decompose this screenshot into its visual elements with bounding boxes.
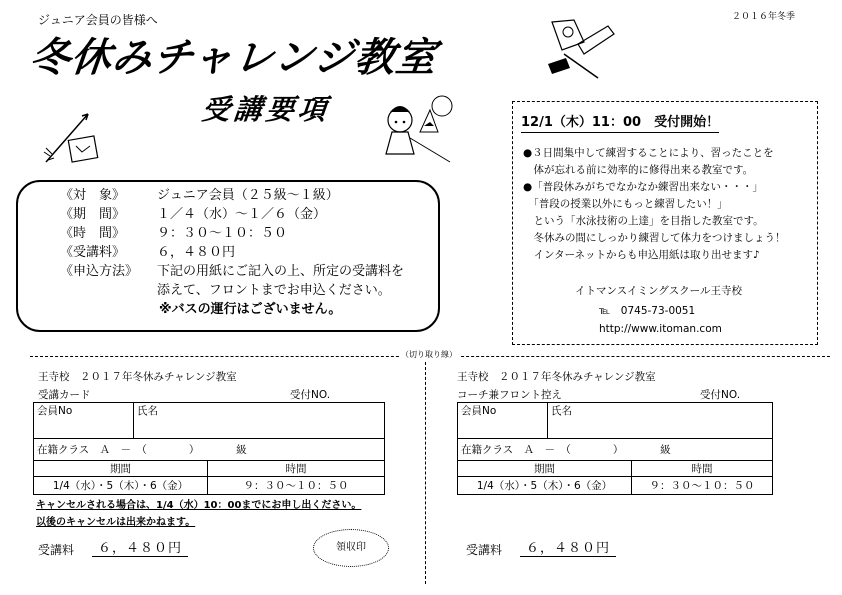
notice-line: インターネットからも申込用紙は取り出せます♪ xyxy=(523,249,760,261)
form-left-fee-label: 受講料 xyxy=(38,543,75,557)
form-left-school-line: 王寺校 ２０１７年冬休みチャレンジ教室 xyxy=(38,371,237,383)
member-no-label: 会員No xyxy=(37,405,73,417)
notice-line: ●３日間集中して練習することにより、習ったことを xyxy=(523,147,774,159)
school-url: http://www.itoman.com xyxy=(599,323,722,335)
detail-value-fee: ６，４８０円 xyxy=(157,245,236,260)
form-right-member-no-cell[interactable] xyxy=(458,403,548,439)
period-value: 1/4（水）・5（木）・6（金） xyxy=(458,477,632,495)
notice-headline: 12/1（木）11：00 受付開始！ xyxy=(521,116,719,133)
detail-label-fee: 《受講料》 xyxy=(60,245,126,260)
notice-line: という「水泳技術の上達」を目指した教室です。 xyxy=(523,215,764,227)
header-season: ２０１６年冬季 xyxy=(732,12,796,22)
form-left-reception-no: 受付NO. xyxy=(290,389,331,401)
form-right-school-line: 王寺校 ２０１７年冬休みチャレンジ教室 xyxy=(457,371,656,383)
time-value: ９：３０～１０：５０ xyxy=(208,477,385,495)
hagoita-icon xyxy=(538,14,618,84)
form-left-member-no-cell[interactable] xyxy=(34,403,134,439)
notice-line: 「普段の授業以外にもっと練習したい！」 xyxy=(523,198,728,210)
detail-label-time: 《時 間》 xyxy=(60,226,126,241)
detail-label-period: 《期 間》 xyxy=(60,207,126,222)
detail-value-time: ９：３０～１０：５０ xyxy=(157,226,288,241)
cut-line-vertical xyxy=(425,362,426,584)
detail-value-target: ジュニア会員（２５級～１級） xyxy=(157,188,339,203)
time-label: 時間 xyxy=(208,461,385,477)
form-right-fee-label: 受講料 xyxy=(466,543,503,557)
notice-line: 冬休みの間にしっかり練習して体力をつけましょう！ xyxy=(523,232,786,244)
period-label: 期間 xyxy=(34,461,208,477)
form-left-name-cell[interactable] xyxy=(134,403,385,439)
form-right-name-cell[interactable] xyxy=(548,403,773,439)
kite-boy-icon xyxy=(380,92,470,167)
form-left-card-label: 受講カード xyxy=(38,389,91,401)
form-right-card-label: コーチ兼フロント控え xyxy=(457,389,562,401)
member-no-label: 会員No xyxy=(461,405,497,417)
school-name: イトマンスイミングスクール王寺校 xyxy=(575,285,742,297)
form-right-reception-no: 受付NO. xyxy=(700,389,741,401)
detail-value-apply: 下記の用紙にご記入の上、所定の受講料を xyxy=(157,264,405,279)
name-label: 氏名 xyxy=(137,405,158,417)
period-label: 期間 xyxy=(458,461,632,477)
cancel-notice-line2: 以後のキャンセルは出来かねます。 xyxy=(36,517,196,528)
bus-note: ※バスの運行はございません。 xyxy=(159,302,342,317)
detail-value-apply-line2: 添えて、フロントまでお申込ください。 xyxy=(157,283,391,298)
receipt-stamp: 領収印 xyxy=(313,529,389,567)
time-label: 時間 xyxy=(632,461,773,477)
name-label: 氏名 xyxy=(551,405,572,417)
notice-line: ●「普段休みがちでなかなか練習出来ない・・・」 xyxy=(523,181,764,193)
class-label: 在籍クラス Ａ － （ ） 級 xyxy=(461,444,671,456)
cancel-notice-line1: キャンセルされる場合は、1/4（水）10：00までにお申し出ください。 xyxy=(36,500,362,511)
hamaya-arrow-icon xyxy=(40,108,110,168)
notice-box xyxy=(512,101,818,345)
form-left-table xyxy=(33,402,385,461)
cut-line-label: （切り取り線） xyxy=(401,350,457,359)
form-left-schedule-table xyxy=(33,460,385,495)
class-label: 在籍クラス Ａ － （ ） 級 xyxy=(37,444,247,456)
header-greeting: ジュニア会員の皆様へ xyxy=(38,13,158,27)
page-subtitle: 受講要項 xyxy=(200,93,332,126)
form-right-fee-value: ６，４８０円 xyxy=(520,542,616,557)
page-title: 冬休みチャレンジ教室 xyxy=(27,35,440,81)
form-right-schedule-table xyxy=(457,460,773,495)
form-left-fee-value: ６，４８０円 xyxy=(92,542,188,557)
time-value: ９：３０～１０：５０ xyxy=(632,477,773,495)
detail-label-apply: 《申込方法》 xyxy=(60,264,139,279)
period-value: 1/4（水）・5（木）・6（金） xyxy=(34,477,208,495)
form-right-class-cell[interactable] xyxy=(458,439,773,461)
notice-line: 体が忘れる前に効率的に修得出来る教室です。 xyxy=(523,164,754,176)
school-tel: ℡ 0745-73-0051 xyxy=(599,305,696,317)
form-right-table xyxy=(457,402,773,461)
form-left-class-cell[interactable] xyxy=(34,439,385,461)
detail-label-target: 《対 象》 xyxy=(60,188,126,203)
detail-value-period: １／４（水）～１／６（金） xyxy=(157,207,327,222)
